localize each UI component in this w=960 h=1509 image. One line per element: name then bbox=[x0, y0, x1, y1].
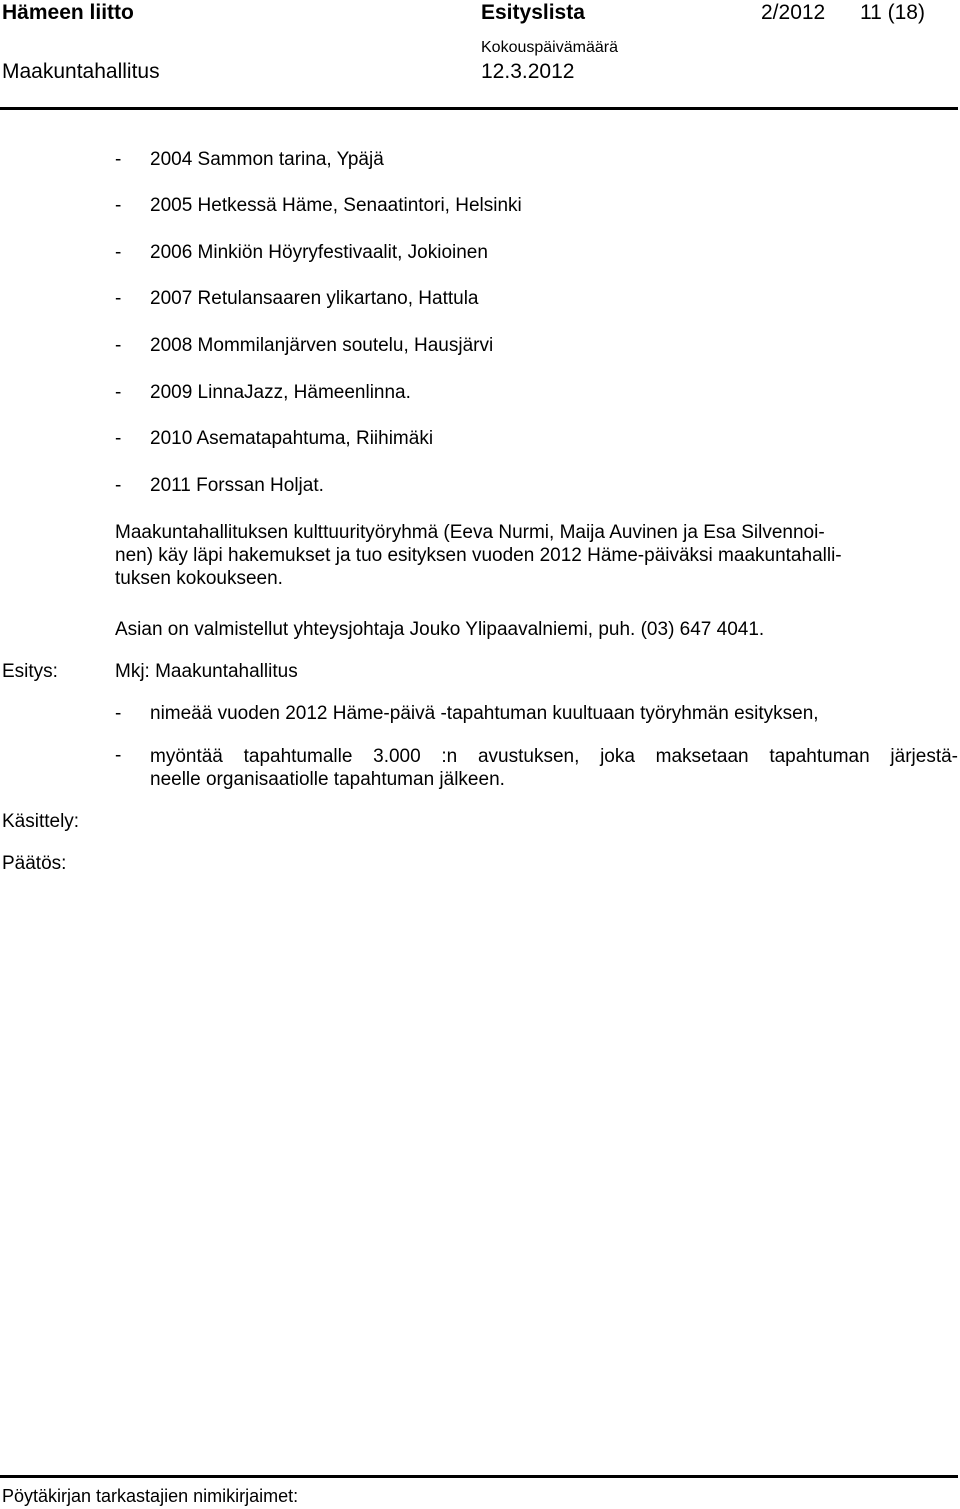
signature-label: Pöytäkirjan tarkastajien nimikirjaimet: bbox=[2, 1486, 299, 1506]
list-item-text: 2010 Asematapahtuma, Riihimäki bbox=[150, 428, 434, 449]
list-item-text: 2005 Hetkessä Häme, Senaatintori, Helsinki bbox=[150, 195, 522, 216]
meeting-date-label: Kokouspäivämäärä bbox=[481, 39, 618, 56]
list-item-text: 2011 Forssan Holjat. bbox=[150, 475, 324, 496]
paragraph-line: Maakuntahallituksen kulttuurityöryhmä (Eeva Nurmi, Maija Auvinen ja Esa Silvennoi- bbox=[115, 522, 825, 543]
list-item-text: nimeää vuoden 2012 Häme-päivä -tapahtuman kuultuaan työryhmän esityksen, bbox=[150, 703, 819, 724]
bullet-dash: - bbox=[115, 475, 122, 496]
list-item-text: 2007 Retulansaaren ylikartano, Hattula bbox=[150, 288, 479, 309]
decision-label: Päätös: bbox=[2, 853, 67, 874]
footer-divider bbox=[0, 1475, 958, 1478]
list-item-text bbox=[150, 745, 958, 791]
paragraph-line: neelle organisaatiolle tapahtuman jälkeen. bbox=[150, 769, 505, 790]
paragraph-line: nen) käy läpi hakemukset ja tuo esityksen vuoden 2012 Häme-päiväksi maakuntahalli- bbox=[115, 545, 842, 566]
bullet-dash: - bbox=[115, 335, 122, 356]
list-item-text: 2009 LinnaJazz, Hämeenlinna. bbox=[150, 382, 411, 403]
working-group-paragraph bbox=[115, 521, 958, 590]
bullet-dash: - bbox=[115, 382, 122, 403]
bullet-dash: - bbox=[115, 703, 122, 724]
bullet-dash: - bbox=[115, 149, 122, 170]
organization-name: Hämeen liitto bbox=[2, 1, 134, 24]
bullet-dash: - bbox=[115, 288, 122, 309]
governing-body: Maakuntahallitus bbox=[2, 60, 160, 83]
proposal-intro: Mkj: Maakuntahallitus bbox=[115, 661, 298, 682]
preparer-contact: Asian on valmistellut yhteysjohtaja Jouko Ylipaavalniemi, puh. (03) 647 4041. bbox=[115, 619, 765, 640]
list-item-text: 2004 Sammon tarina, Ypäjä bbox=[150, 149, 384, 170]
handling-label: Käsittely: bbox=[2, 811, 80, 832]
proposal-label: Esitys: bbox=[2, 661, 58, 682]
bullet-dash: - bbox=[115, 242, 122, 263]
bullet-dash: - bbox=[115, 745, 122, 766]
bullet-dash: - bbox=[115, 428, 122, 449]
document-number: 2/2012 bbox=[761, 1, 826, 24]
bullet-dash: - bbox=[115, 195, 122, 216]
document-type: Esityslista bbox=[481, 1, 585, 24]
paragraph-line: myöntää tapahtumalle 3.000 :n avustuksen, joka maksetaan tapahtuman järjestä- bbox=[150, 746, 958, 767]
list-item-text: 2008 Mommilanjärven soutelu, Hausjärvi bbox=[150, 335, 494, 356]
page-number: 11 (18) bbox=[860, 1, 925, 24]
header-divider bbox=[0, 107, 958, 110]
paragraph-line: tuksen kokoukseen. bbox=[115, 568, 283, 589]
list-item-text: 2006 Minkiön Höyryfestivaalit, Jokioinen bbox=[150, 242, 488, 263]
meeting-date: 12.3.2012 bbox=[481, 60, 575, 83]
